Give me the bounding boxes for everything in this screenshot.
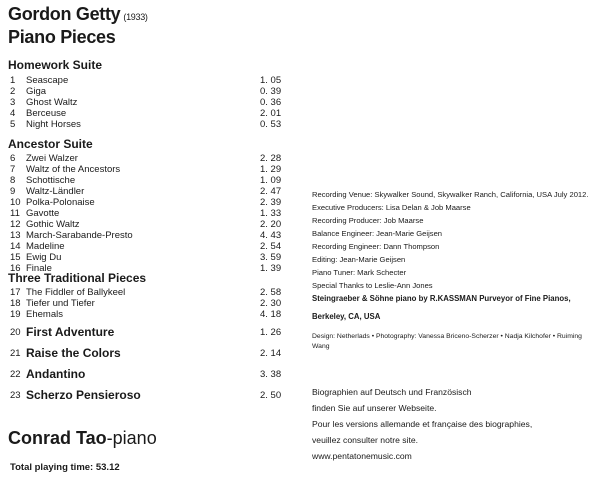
track-duration: 0. 53 bbox=[260, 119, 282, 130]
track-title: Madeline bbox=[26, 241, 65, 252]
performer bbox=[8, 428, 157, 449]
credit-line: Balance Engineer: Jean-Marie Geijsen bbox=[312, 229, 443, 238]
piano-credit-line: Steingraeber & Söhne piano by R.KASSMAN Purveyor of Fine Pianos, bbox=[312, 294, 571, 303]
track-number: 1 bbox=[10, 75, 16, 86]
track-number: 21 bbox=[10, 348, 21, 359]
track-title: Giga bbox=[26, 86, 47, 97]
track-duration: 2. 54 bbox=[260, 241, 282, 252]
bio-note-line: Biographien auf Deutsch und Französisch bbox=[312, 387, 472, 397]
track-row bbox=[10, 164, 285, 175]
track-number: 18 bbox=[10, 298, 21, 309]
track-duration: 2. 39 bbox=[260, 197, 282, 208]
track-duration: 2. 30 bbox=[260, 298, 282, 309]
track-duration: 2. 20 bbox=[260, 219, 282, 230]
bio-note-line: finden Sie auf unserer Webseite. bbox=[312, 403, 437, 413]
track-row bbox=[10, 208, 285, 219]
track-title: The Fiddler of Ballykeel bbox=[26, 287, 126, 298]
track-title: Raise the Colors bbox=[26, 346, 121, 360]
credit-line: Recording Engineer: Dann Thompson bbox=[312, 242, 440, 251]
track-title: Gothic Waltz bbox=[26, 219, 80, 230]
track-duration: 2. 50 bbox=[260, 390, 282, 401]
track-number: 11 bbox=[10, 208, 20, 219]
track-duration: 2. 58 bbox=[260, 287, 282, 298]
track-row bbox=[10, 175, 285, 186]
track-duration: 2. 28 bbox=[260, 153, 282, 164]
track-row bbox=[10, 230, 285, 241]
track-number: 10 bbox=[10, 197, 21, 208]
track-title: Finale bbox=[26, 263, 52, 274]
track-title: Waltz-Ländler bbox=[26, 186, 85, 197]
track-number: 23 bbox=[10, 390, 21, 401]
track-duration: 4. 43 bbox=[260, 230, 282, 241]
bio-note-line: veuillez consulter notre site. bbox=[312, 435, 419, 445]
track-row bbox=[10, 219, 285, 230]
track-row bbox=[10, 388, 285, 402]
track-number: 5 bbox=[10, 119, 16, 130]
track-row bbox=[10, 75, 285, 86]
total-playing-time: Total playing time: 53.12 bbox=[10, 462, 120, 473]
track-duration: 1. 05 bbox=[260, 75, 282, 86]
track-duration: 1. 33 bbox=[260, 208, 282, 219]
track-number: 4 bbox=[10, 108, 16, 119]
credit-line: Piano Tuner: Mark Schecter bbox=[312, 268, 407, 277]
track-number: 9 bbox=[10, 186, 16, 197]
track-title: Ghost Waltz bbox=[26, 97, 78, 108]
track-duration: 0. 36 bbox=[260, 97, 282, 108]
track-row bbox=[10, 346, 285, 360]
track-number: 17 bbox=[10, 287, 21, 298]
track-row bbox=[10, 153, 285, 164]
track-number: 19 bbox=[10, 309, 21, 320]
performer-role: -piano bbox=[106, 428, 157, 448]
track-title: Gavotte bbox=[26, 208, 60, 219]
track-duration: 3. 59 bbox=[260, 252, 282, 263]
suite-title-ancestor: Ancestor Suite bbox=[8, 137, 93, 151]
track-row bbox=[10, 252, 285, 263]
track-number: 14 bbox=[10, 241, 21, 252]
credit-line: Special Thanks to Leslie-Ann Jones bbox=[312, 281, 433, 290]
track-duration: 2. 47 bbox=[260, 186, 282, 197]
track-duration: 1. 26 bbox=[260, 327, 282, 338]
track-number: 2 bbox=[10, 86, 16, 97]
track-duration: 4. 18 bbox=[260, 309, 282, 320]
track-title: First Adventure bbox=[26, 325, 115, 339]
credit-line: Executive Producers: Lisa Delan & Job Maarse bbox=[312, 203, 471, 212]
track-title: Seascape bbox=[26, 75, 69, 86]
credit-line: Recording Venue: Skywalker Sound, Skywalker Ranch, California, USA July 2012. bbox=[312, 190, 589, 199]
track-row bbox=[10, 186, 285, 197]
track-title: Tiefer und Tiefer bbox=[26, 298, 95, 309]
track-number: 16 bbox=[10, 263, 21, 274]
suite-title-homework: Homework Suite bbox=[8, 58, 103, 72]
track-row bbox=[10, 298, 285, 309]
track-number: 3 bbox=[10, 97, 16, 108]
track-title: Polka-Polonaise bbox=[26, 197, 95, 208]
track-row bbox=[10, 241, 285, 252]
track-row bbox=[10, 367, 285, 381]
track-title: Night Horses bbox=[26, 119, 81, 130]
track-number: 22 bbox=[10, 369, 21, 380]
track-row bbox=[10, 309, 285, 320]
track-number: 15 bbox=[10, 252, 21, 263]
design-credit: Design: Netherlads • Photography: Vanessa Briceno-Scherzer • Nadja Kilchofer • Ruiming Wang bbox=[312, 333, 582, 350]
work-title: Piano Pieces bbox=[8, 27, 116, 47]
track-number: 6 bbox=[10, 153, 16, 164]
track-duration: 3. 38 bbox=[260, 369, 282, 380]
track-row bbox=[10, 287, 285, 298]
bio-note-line: Pour les versions allemande et française des biographies, bbox=[312, 419, 533, 429]
track-title: March-Sarabande-Presto bbox=[26, 230, 133, 241]
track-row bbox=[10, 108, 285, 119]
track-number: 12 bbox=[10, 219, 21, 230]
track-number: 20 bbox=[10, 327, 21, 338]
track-title: Schottische bbox=[26, 175, 76, 186]
credit-line: Recording Producer: Job Maarse bbox=[312, 216, 424, 225]
suite-title-traditional: Three Traditional Pieces bbox=[8, 271, 147, 285]
track-duration: 1. 29 bbox=[260, 164, 282, 175]
track-title: Berceuse bbox=[26, 108, 67, 119]
track-number: 8 bbox=[10, 175, 16, 186]
credit-line: Editing: Jean-Marie Geijsen bbox=[312, 255, 406, 264]
track-number: 13 bbox=[10, 230, 21, 241]
performer-name: Conrad Tao bbox=[8, 428, 107, 448]
track-duration: 0. 39 bbox=[260, 86, 282, 97]
track-title: Andantino bbox=[26, 367, 86, 381]
track-title: Scherzo Pensieroso bbox=[26, 388, 141, 402]
track-duration: 2. 01 bbox=[260, 108, 282, 119]
track-row bbox=[10, 97, 285, 108]
composer-name bbox=[8, 4, 148, 25]
website-link[interactable]: www.pentatonemusic.com bbox=[312, 451, 412, 461]
track-title: Zwei Walzer bbox=[26, 153, 78, 164]
track-duration: 1. 09 bbox=[260, 175, 282, 186]
track-number: 7 bbox=[10, 164, 16, 175]
piano-credit-line: Berkeley, CA, USA bbox=[312, 312, 381, 321]
track-row bbox=[10, 86, 285, 97]
composer-years: (1933) bbox=[123, 12, 148, 22]
track-title: Ehemals bbox=[26, 309, 63, 320]
track-row bbox=[10, 325, 285, 339]
track-row bbox=[10, 119, 285, 130]
track-duration: 2. 14 bbox=[260, 348, 282, 359]
composer-name-text: Gordon Getty bbox=[8, 4, 121, 24]
track-row bbox=[10, 197, 285, 208]
track-title: Waltz of the Ancestors bbox=[26, 164, 121, 175]
track-duration: 1. 39 bbox=[260, 263, 282, 274]
track-title: Ewig Du bbox=[26, 252, 62, 263]
